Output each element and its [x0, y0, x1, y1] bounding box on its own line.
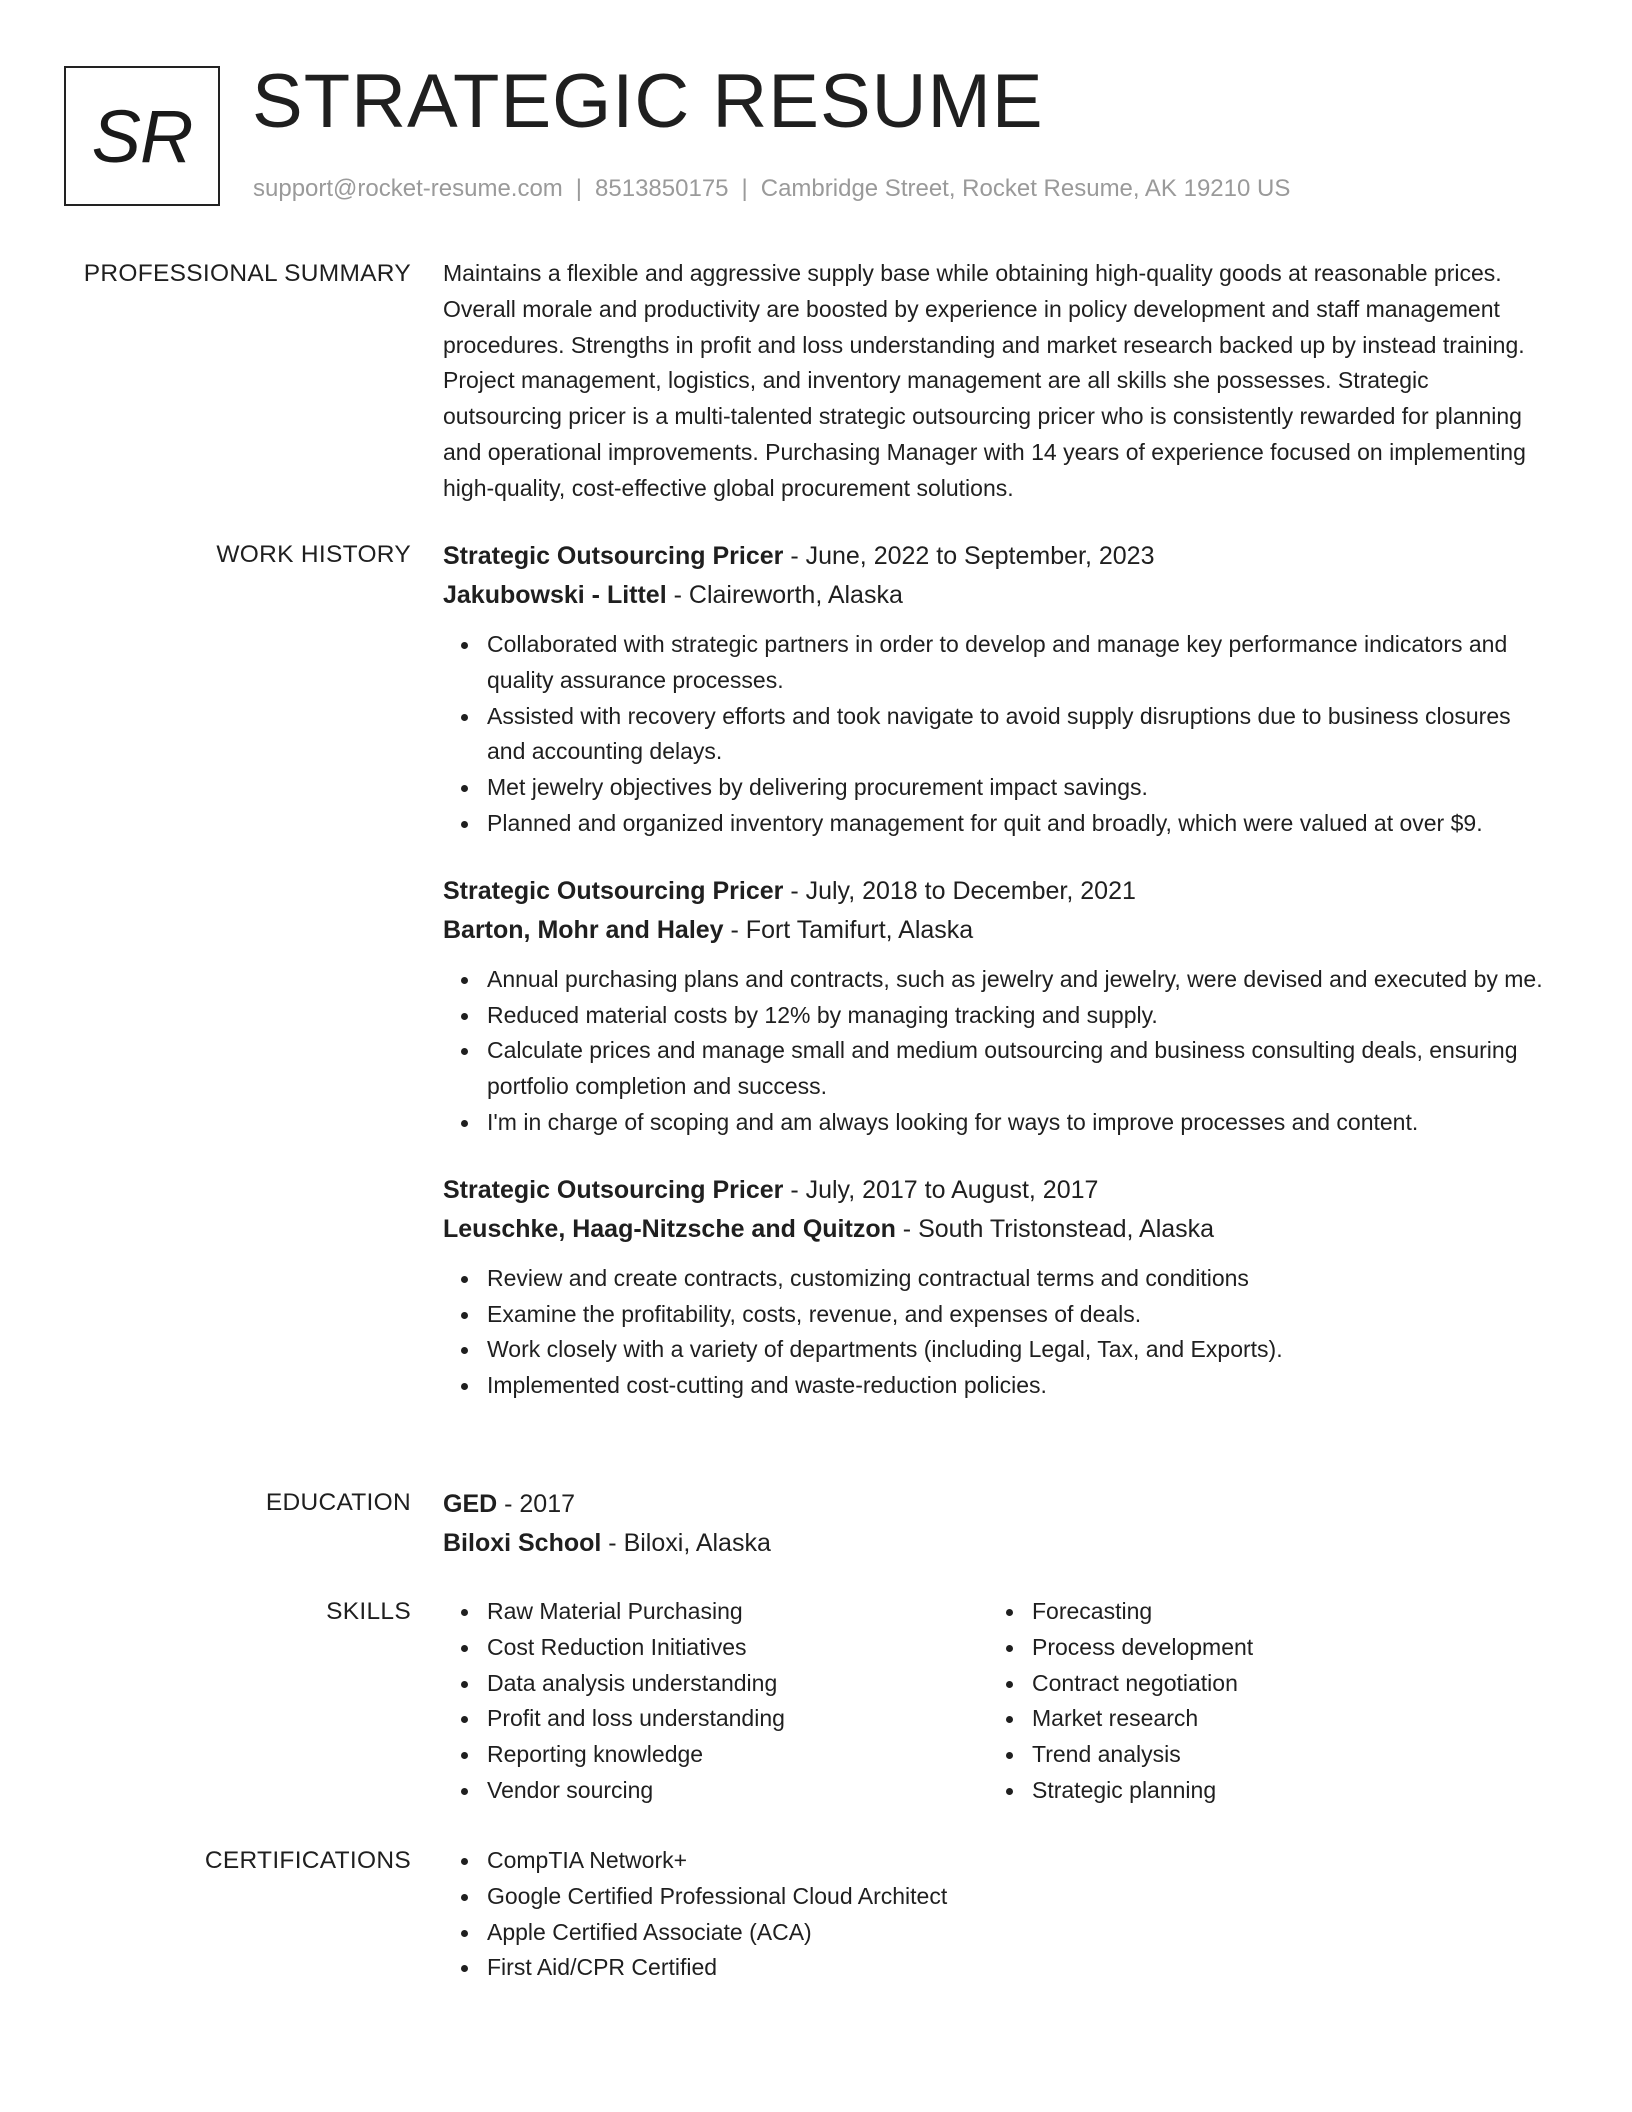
skill-item: Cost Reduction Initiatives [487, 1630, 988, 1666]
job-company-line [443, 911, 1553, 950]
job-bullets [443, 1261, 1553, 1404]
monogram-text: SR [91, 94, 193, 178]
contact-address: Cambridge Street, Rocket Resume, AK 19210 US [760, 175, 1291, 202]
resume-name: STRATEGIC RESUME [252, 59, 1044, 144]
education-school: Biloxi School [443, 1529, 602, 1557]
skill-item: Raw Material Purchasing [487, 1594, 988, 1630]
skill-item: Profit and loss understanding [487, 1701, 988, 1737]
job-bullet: Met jewelry objectives by delivering procurement impact savings. [487, 770, 1553, 806]
education-year: - 2017 [497, 1490, 576, 1518]
job-bullet: Examine the profitability, costs, revenue, and expenses of deals. [487, 1297, 1553, 1333]
section-label-summary: PROFESSIONAL SUMMARY [83, 260, 411, 287]
section-label-education: EDUCATION [265, 1489, 411, 1516]
monogram-badge [64, 66, 220, 206]
education-degree-line [443, 1485, 1553, 1524]
job-bullet: Reduced material costs by 12% by managing tracking and supply. [487, 998, 1553, 1034]
certifications-list [443, 1843, 1553, 1986]
certification-item: Google Certified Professional Cloud Architect [487, 1879, 1553, 1915]
contact-phone: 8513850175 [595, 175, 729, 202]
certifications-body [443, 1843, 1553, 1986]
education-degree: GED [443, 1490, 498, 1518]
section-label-skills: SKILLS [326, 1598, 411, 1625]
skills-column-1 [443, 1594, 988, 1809]
skill-item: Process development [1032, 1630, 1533, 1666]
skill-item: Market research [1032, 1701, 1533, 1737]
job-title-line [443, 537, 1553, 576]
job-company: Barton, Mohr and Haley [443, 915, 724, 944]
skill-item: Contract negotiation [1032, 1666, 1533, 1702]
section-label-work-history: WORK HISTORY [216, 541, 411, 568]
job-company: Leuschke, Haag-Nitzsche and Quitzon [443, 1214, 896, 1243]
contact-separator: | [575, 175, 583, 202]
job-bullet: Annual purchasing plans and contracts, such as jewelry and jewelry, were devised and executed by me. [487, 962, 1553, 998]
job-title: Strategic Outsourcing Pricer [443, 1175, 784, 1204]
education-body [443, 1485, 1553, 1563]
skill-item: Vendor sourcing [487, 1773, 988, 1809]
summary-text: Maintains a flexible and aggressive supply base while obtaining high-quality goods at reasonable prices. Overall morale and productivity are boosted by experience in policy development and staff management procedures. Strengths in profit and loss understanding and market research backed up by instead training. Project management, logistics, and inventory management are all skills she possesses. Strategic outsourcing pricer is a multi-talented strategic outsourcing pricer who is consistently rewarded for planning and operational improvements. Purchasing Manager with 14 years of experience focused on implementing high-quality, cost-effective global procurement solutions. [443, 260, 1526, 501]
skills-column-2 [988, 1594, 1533, 1809]
summary-body [443, 256, 1553, 507]
job-title-line [443, 1171, 1553, 1210]
job-entry [443, 1171, 1553, 1404]
skill-item: Data analysis understanding [487, 1666, 988, 1702]
job-bullet: Assisted with recovery efforts and took navigate to avoid supply disruptions due to business closures and accounting delays. [487, 699, 1553, 771]
job-bullet: Work closely with a variety of departments (including Legal, Tax, and Exports). [487, 1332, 1553, 1368]
section-label-certifications: CERTIFICATIONS [204, 1847, 411, 1874]
job-title: Strategic Outsourcing Pricer [443, 542, 784, 570]
job-bullet: Implemented cost-cutting and waste-reduction policies. [487, 1368, 1553, 1404]
job-bullets [443, 962, 1553, 1141]
job-bullet: Collaborated with strategic partners in order to develop and manage key performance indicators and quality assurance processes. [487, 627, 1553, 699]
job-location: - Claireworth, Alaska [666, 581, 903, 609]
job-entry [443, 872, 1553, 1141]
education-school-line [443, 1524, 1553, 1563]
certification-item: CompTIA Network+ [487, 1843, 1553, 1879]
job-entry [443, 537, 1553, 842]
job-bullet: I'm in charge of scoping and am always looking for ways to improve processes and content. [487, 1105, 1553, 1141]
job-bullet: Calculate prices and manage small and medium outsourcing and business consulting deals, ensuring portfolio completion and success. [487, 1033, 1553, 1105]
education-location: - Biloxi, Alaska [601, 1529, 771, 1557]
job-dates: - July, 2018 to December, 2021 [783, 876, 1136, 905]
skill-item: Strategic planning [1032, 1773, 1533, 1809]
work-history-body [443, 537, 1553, 1422]
job-title: Strategic Outsourcing Pricer [443, 876, 784, 905]
job-company-line [443, 1210, 1553, 1249]
job-location: - South Tristonstead, Alaska [895, 1214, 1215, 1243]
job-bullets [443, 627, 1553, 842]
job-location: - Fort Tamifurt, Alaska [723, 915, 974, 944]
certification-item: Apple Certified Associate (ACA) [487, 1915, 1553, 1951]
contact-line [253, 172, 1290, 206]
skill-item: Forecasting [1032, 1594, 1533, 1630]
skills-body [443, 1594, 1553, 1809]
certification-item: First Aid/CPR Certified [487, 1950, 1553, 1986]
job-dates: - July, 2017 to August, 2017 [783, 1175, 1099, 1204]
job-bullet: Review and create contracts, customizing contractual terms and conditions [487, 1261, 1553, 1297]
contact-email: support@rocket-resume.com [253, 175, 563, 202]
job-title-line [443, 872, 1553, 911]
job-company: Jakubowski - Littel [443, 581, 667, 609]
skill-item: Trend analysis [1032, 1737, 1533, 1773]
skills-grid [443, 1594, 1553, 1809]
job-company-line [443, 576, 1553, 615]
skill-item: Reporting knowledge [487, 1737, 988, 1773]
job-bullet: Planned and organized inventory management for quit and broadly, which were valued at over $9. [487, 806, 1553, 842]
contact-separator: | [741, 175, 748, 202]
job-dates: - June, 2022 to September, 2023 [783, 542, 1155, 570]
